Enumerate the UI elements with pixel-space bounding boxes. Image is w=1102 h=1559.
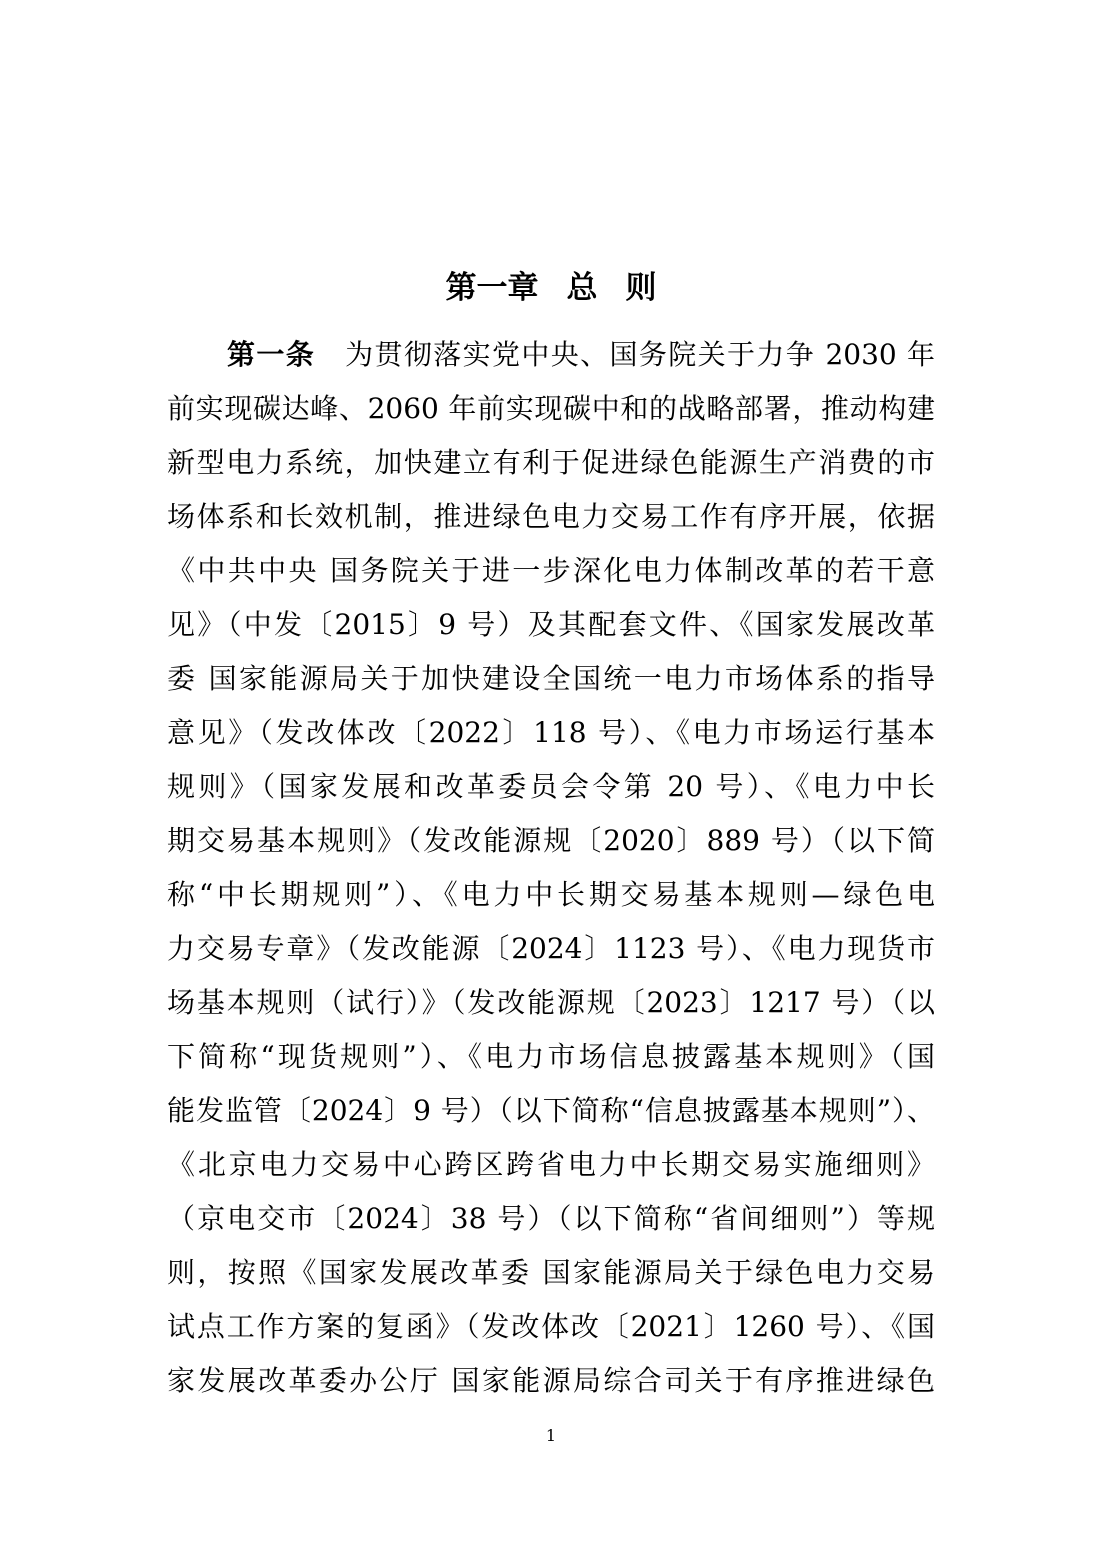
article-line <box>167 328 935 382</box>
article-label: 第一条 <box>227 338 316 371</box>
article-line-text: 为贯彻落实党中央、国务院关于力争 2030 年 <box>345 338 935 371</box>
chapter-name-char-1: 总 <box>566 270 598 306</box>
article-line: 《中共中央 国务院关于进一步深化电力体制改革的若干意 <box>167 554 935 587</box>
article-line: 能发监管〔2024〕9 号）（以下简称“信息披露基本规则”）、 <box>167 1094 935 1127</box>
article-line: 试点工作方案的复函》（发改体改〔2021〕1260 号）、《国 <box>167 1310 935 1343</box>
article-line: 前实现碳达峰、2060 年前实现碳中和的战略部署，推动构建 <box>167 392 935 425</box>
article-line: 期交易基本规则》（发改能源规〔2020〕889 号）（以下简 <box>167 824 935 857</box>
page-number: 1 <box>545 1426 557 1445</box>
article-line: 力交易专章》（发改能源〔2024〕1123 号）、《电力现货市 <box>167 932 935 965</box>
chapter-name-char-2: 则 <box>625 270 657 306</box>
chapter-title <box>0 262 1102 314</box>
article-line: 场基本规则（试行）》（发改能源规〔2023〕1217 号）（以 <box>167 986 935 1019</box>
article-line: 见》（中发〔2015〕9 号）及其配套文件、《国家发展改革 <box>167 608 935 641</box>
article-line: （京电交市〔2024〕38 号）（以下简称“省间细则”）等规 <box>167 1202 935 1235</box>
article-line: 下简称“现货规则”）、《电力市场信息披露基本规则》（国 <box>167 1040 935 1073</box>
article-one <box>167 328 935 1408</box>
article-line: 家发展改革委办公厅 国家能源局综合司关于有序推进绿色 <box>167 1364 935 1397</box>
article-line: 规则》（国家发展和改革委员会令第 20 号）、《电力中长 <box>167 770 935 803</box>
chapter-number: 第一章 <box>445 270 539 306</box>
article-line: 场体系和长效机制，推进绿色电力交易工作有序开展，依据 <box>167 500 935 533</box>
article-line: 委 国家能源局关于加快建设全国统一电力市场体系的指导 <box>167 662 935 695</box>
article-line: 《北京电力交易中心跨区跨省电力中长期交易实施细则》 <box>167 1148 935 1181</box>
article-line: 新型电力系统，加快建立有利于促进绿色能源生产消费的市 <box>167 446 935 479</box>
article-line: 意见》（发改体改〔2022〕118 号）、《电力市场运行基本 <box>167 716 935 749</box>
article-line: 称“中长期规则”）、《电力中长期交易基本规则—绿色电 <box>167 878 935 911</box>
article-line: 则，按照《国家发展改革委 国家能源局关于绿色电力交易 <box>167 1256 935 1289</box>
